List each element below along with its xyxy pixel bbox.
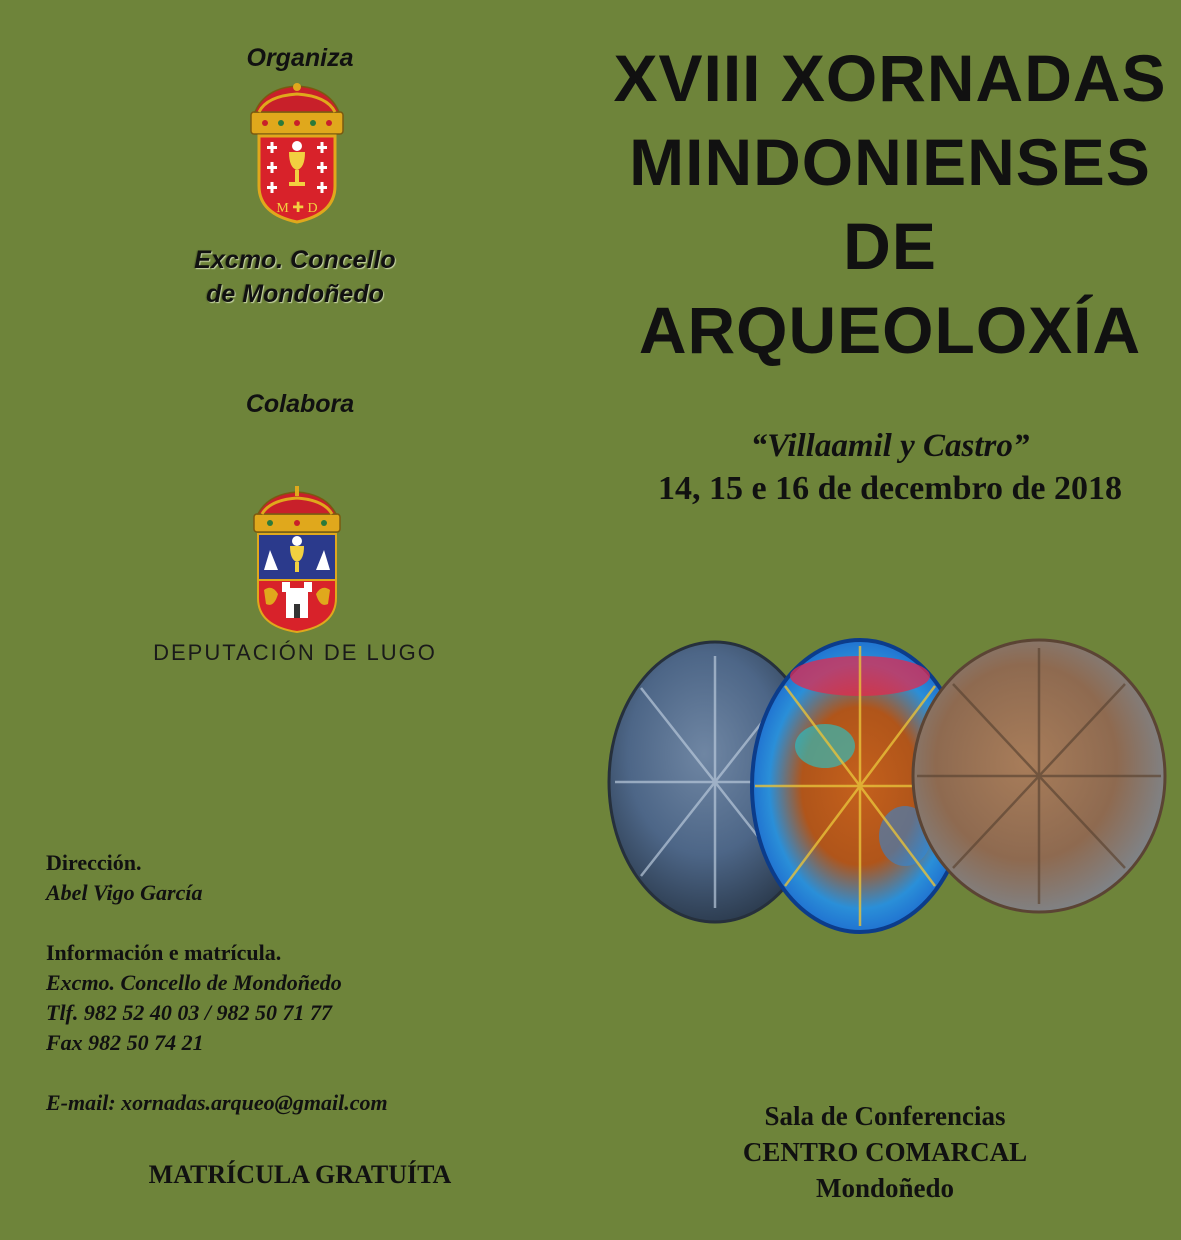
venue-line-3: Mondoñedo [815, 1173, 955, 1203]
fax-number: Fax 982 50 74 21 [46, 1030, 204, 1055]
archaeological-discs-image [605, 636, 1171, 942]
free-registration-note: MATRÍCULA GRATUÍTA [148, 1160, 452, 1189]
colabora-label: Colabora [245, 390, 355, 418]
info-label: Información e matrícula. [46, 940, 282, 965]
svg-text:M ✚ D: M ✚ D [276, 201, 318, 216]
title-line-2: MINDONIENSES [629, 125, 1151, 199]
collaborator-name: DEPUTACIÓN DE LUGO [153, 640, 437, 665]
phone-numbers: Tlf. 982 52 40 03 / 982 50 71 77 [46, 1000, 332, 1025]
contact-block [46, 848, 506, 1118]
event-title [590, 36, 1181, 372]
title-line-3: DE [843, 209, 937, 283]
direccion-label: Dirección. [46, 850, 142, 875]
title-line-4: ARQUEOLOXÍA [638, 293, 1142, 367]
lugo-coat-of-arms-icon [250, 486, 344, 636]
venue-line-1: Sala de Conferencias [764, 1101, 1006, 1131]
organiza-label: Organiza [246, 44, 354, 72]
organizer-line-2: de Mondoñedo [206, 280, 384, 308]
organizer-line-1: Excmo. Concello [194, 246, 396, 274]
email-address: E-mail: xornadas.arqueo@gmail.com [46, 1090, 388, 1115]
venue-block [620, 1098, 1150, 1206]
organizer-name [140, 243, 450, 311]
event-dates: 14, 15 e 16 de decembro de 2018 [658, 470, 1122, 507]
director-name: Abel Vigo García [46, 880, 203, 905]
mondonedo-coat-of-arms-icon [245, 82, 349, 228]
info-organization: Excmo. Concello de Mondoñedo [46, 970, 342, 995]
event-subtitle: “Villaamil y Castro” [750, 428, 1030, 464]
title-line-1: XVIII XORNADAS [613, 41, 1167, 115]
venue-line-2: CENTRO COMARCAL [742, 1137, 1028, 1167]
